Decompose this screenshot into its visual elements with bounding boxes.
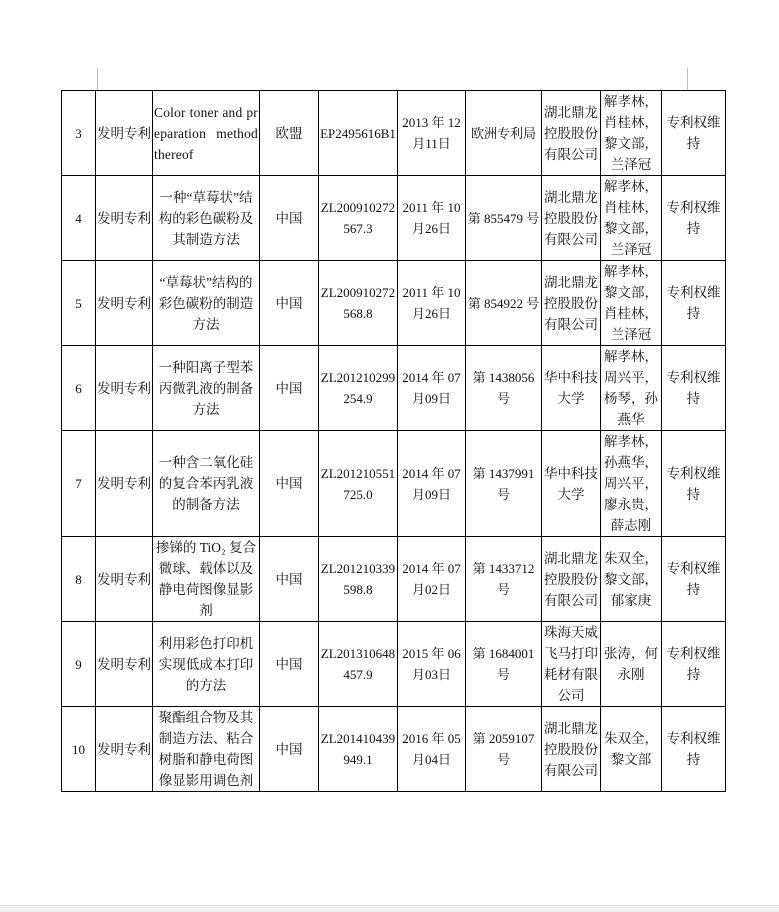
- patent-status: 专利权维持: [662, 261, 726, 346]
- grant-date: 2013 年 12 月11日: [398, 91, 466, 176]
- table-row: [62, 537, 726, 622]
- patent-number: ZL200910272568.8: [319, 261, 398, 346]
- patent-number: ZL201210299254.9: [319, 346, 398, 431]
- patent-owner: 湖北鼎龙控股股份有限公司: [542, 261, 601, 346]
- inventors: 朱双全，黎文部，郁家庚: [601, 537, 662, 622]
- certificate-number: 第 1684001 号: [466, 622, 542, 707]
- table-row: [62, 176, 726, 261]
- certificate-number: 欧洲专利局: [466, 91, 542, 176]
- row-number: 6: [62, 346, 96, 431]
- patent-title: “草莓状”结构的彩色碳粉的制造方法: [153, 261, 260, 346]
- inventors: 解孝林，肖桂林，黎文部，兰泽冠: [601, 91, 662, 176]
- patent-owner: 湖北鼎龙控股股份有限公司: [542, 176, 601, 261]
- patent-type: 发明专利: [96, 176, 153, 261]
- row-number: 9: [62, 622, 96, 707]
- patent-number: ZL200910272567.3: [319, 176, 398, 261]
- row-number: 5: [62, 261, 96, 346]
- patent-country: 中国: [260, 176, 319, 261]
- table-row: [62, 622, 726, 707]
- grant-date: 2014 年 07 月02日: [398, 537, 466, 622]
- patent-type: 发明专利: [96, 91, 153, 176]
- row-number: 10: [62, 707, 96, 792]
- inventors: 朱双全，黎文部: [601, 707, 662, 792]
- patent-status: 专利权维持: [662, 707, 726, 792]
- inventors: 解孝林，黎文部，肖桂林，兰泽冠: [601, 261, 662, 346]
- patent-type: 发明专利: [96, 431, 153, 537]
- certificate-number: 第 2059107 号: [466, 707, 542, 792]
- patent-status: 专利权维持: [662, 176, 726, 261]
- patent-title: 掺锑的 TiO₂ 复合微球、载体以及静电荷图像显影剂: [153, 537, 260, 622]
- patent-number: ZL201210339598.8: [319, 537, 398, 622]
- inventors: 解孝林，孙燕华，周兴平，廖永贵，薛志刚: [601, 431, 662, 537]
- table-row: [62, 91, 726, 176]
- certificate-number: 第 1437991 号: [466, 431, 542, 537]
- patent-type: 发明专利: [96, 261, 153, 346]
- patent-owner: 湖北鼎龙控股股份有限公司: [542, 91, 601, 176]
- inventors: 张涛，何永刚: [601, 622, 662, 707]
- certificate-number: 第 854922 号: [466, 261, 542, 346]
- patent-country: 中国: [260, 707, 319, 792]
- row-number: 3: [62, 91, 96, 176]
- certificate-number: 第 1438056 号: [466, 346, 542, 431]
- patent-country: 中国: [260, 346, 319, 431]
- patent-title: 一种含二氧化硅的复合苯丙乳液的制备方法: [153, 431, 260, 537]
- patent-country: 欧盟: [260, 91, 319, 176]
- table-row: [62, 346, 726, 431]
- inventors: 解孝林，周兴平，杨琴，孙燕华: [601, 346, 662, 431]
- patent-owner: 湖北鼎龙控股股份有限公司: [542, 537, 601, 622]
- row-number: 7: [62, 431, 96, 537]
- patent-status: 专利权维持: [662, 537, 726, 622]
- patent-number: ZL201210551725.0: [319, 431, 398, 537]
- grant-date: 2014 年 07 月09日: [398, 346, 466, 431]
- patent-type: 发明专利: [96, 622, 153, 707]
- patent-country: 中国: [260, 431, 319, 537]
- patent-number: ZL201410439949.1: [319, 707, 398, 792]
- patent-country: 中国: [260, 622, 319, 707]
- table-row: [62, 261, 726, 346]
- patent-type: 发明专利: [96, 346, 153, 431]
- patent-title: 利用彩色打印机实现低成本打印的方法: [153, 622, 260, 707]
- patent-status: 专利权维持: [662, 431, 726, 537]
- patent-type: 发明专利: [96, 707, 153, 792]
- grant-date: 2016 年 05 月04日: [398, 707, 466, 792]
- inventors: 解孝林，肖桂林，黎文部，兰泽冠: [601, 176, 662, 261]
- patent-country: 中国: [260, 261, 319, 346]
- patent-owner: 华中科技大学: [542, 346, 601, 431]
- patent-type: 发明专利: [96, 537, 153, 622]
- grant-date: 2014 年 07 月09日: [398, 431, 466, 537]
- patent-number: ZL201310648457.9: [319, 622, 398, 707]
- row-number: 4: [62, 176, 96, 261]
- grant-date: 2015 年 06 月03日: [398, 622, 466, 707]
- patent-owner: 湖北鼎龙控股股份有限公司: [542, 707, 601, 792]
- patent-owner: 珠海天威飞马打印耗材有限公司: [542, 622, 601, 707]
- patent-status: 专利权维持: [662, 91, 726, 176]
- certificate-number: 第 1433712 号: [466, 537, 542, 622]
- patent-country: 中国: [260, 537, 319, 622]
- patent-status: 专利权维持: [662, 346, 726, 431]
- grant-date: 2011 年 10 月26日: [398, 261, 466, 346]
- patent-title: 一种“草莓状”结构的彩色碳粉及其制造方法: [153, 176, 260, 261]
- patent-table: [61, 90, 726, 792]
- table-row: [62, 431, 726, 537]
- patent-title: 聚酯组合物及其制造方法、粘合树脂和静电荷图像显影用调色剂: [153, 707, 260, 792]
- crop-mark-left: [97, 68, 98, 90]
- crop-mark-right: [687, 68, 688, 90]
- grant-date: 2011 年 10 月26日: [398, 176, 466, 261]
- patent-owner: 华中科技大学: [542, 431, 601, 537]
- patent-title: Color toner and preparation method thereof: [153, 91, 260, 176]
- patent-title: 一种阳离子型苯丙微乳液的制备方法: [153, 346, 260, 431]
- patent-status: 专利权维持: [662, 622, 726, 707]
- patent-number: EP2495616B1: [319, 91, 398, 176]
- row-number: 8: [62, 537, 96, 622]
- certificate-number: 第 855479 号: [466, 176, 542, 261]
- table-row: [62, 707, 726, 792]
